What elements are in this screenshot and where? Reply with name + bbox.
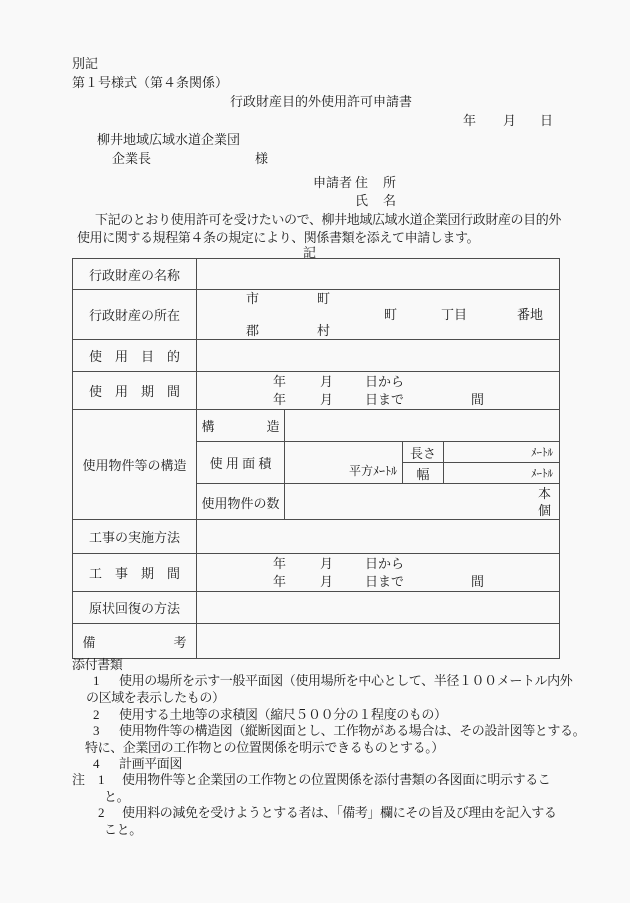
town-suffix-label: 町 [317,290,331,306]
county-suffix-label: 郡 [246,322,260,338]
note-item-2-text: 使用料の減免を受けようとする者は、「備考」欄にその旨及び理由を記入する [122,805,557,820]
applicant-name-char2: 名 [383,193,397,208]
location-line-city [197,291,559,307]
use-period-value-cell [197,372,559,409]
remarks-value-cell [197,624,559,658]
location-line-county [197,323,559,339]
applicant-name-char1: 氏 [355,193,369,208]
date-line [463,113,553,128]
length-meter-unit-label: ﾒｰﾄﾙ [531,447,553,459]
restoration-label: 原状回復の方法 [73,592,197,623]
attachment-item-2-text: 使用する土地等の求積図（縮尺５００分の１程度のもの） [119,707,447,722]
row-use-period [73,371,559,409]
duration-label: 間 [471,391,485,407]
note-item-1-number: 1 [98,772,105,787]
attachment-item-4-text: 計画平面図 [119,756,183,771]
property-name-label: 行政財産の名称 [73,259,197,289]
note-item-2-continuation: こと。 [104,822,142,837]
note-item-1-text: 使用物件等と企業団の工作物との位置関係を添付書類の各図面に明示するこ [122,772,551,787]
structure-label: 使用物件等の構造 [73,410,197,519]
note-item-1 [72,772,550,787]
note-item-1-continuation: と。 [104,789,130,804]
row-structure [73,409,559,519]
width-label: 幅 [403,463,444,483]
day-to-label: 日まで [365,391,405,407]
year-label: 年 [273,391,287,407]
construction-period-value-cell [197,554,559,591]
subrow-kozo [197,410,559,441]
construction-method-label: 工事の実施方法 [73,520,197,553]
property-location-label: 行政財産の所在 [73,290,197,339]
attachment-item-4-number: 4 [93,756,100,771]
attachment-item-1-continuation: の区域を表示したもの） [86,690,225,705]
day-to-label: 日まで [365,573,405,589]
town-label: 町 [384,306,398,322]
year-label: 年 [273,555,287,571]
attachment-item-1-number: 1 [93,673,100,688]
row-remarks [73,623,559,658]
month-label: 月 [320,391,334,407]
annex-label: 別記 [72,56,99,71]
date-year-label: 年 [463,113,477,128]
subrow-area [197,441,559,483]
month-label: 月 [320,373,334,389]
width-row [403,462,559,483]
row-construction-period [73,553,559,591]
form-number: 第１号様式（第４条関係） [72,75,229,90]
construction-period-to-line [197,573,559,591]
list-heading: 記 [303,245,317,260]
row-construction-method [73,519,559,553]
count-label: 使用物件の数 [197,484,285,520]
duration-label: 間 [471,573,485,589]
construction-method-value-cell [197,520,559,553]
month-label: 月 [320,555,334,571]
subrow-count [197,483,559,520]
form-title: 行政財産目的外使用許可申請書 [230,94,413,109]
attachment-item-3 [93,723,585,738]
length-row [403,442,559,462]
village-suffix-label: 村 [317,322,331,338]
construction-period-label: 工 事 期 間 [73,554,197,591]
unit-ko-label: 個 [537,503,551,518]
attachment-item-4 [93,756,182,771]
day-from-label: 日から [365,555,405,571]
use-period-to-line [197,391,559,409]
day-from-label: 日から [365,373,405,389]
area-label: 使 用 面 積 [197,442,285,483]
applicant-address-char1: 住 [355,175,369,190]
year-label: 年 [273,373,287,389]
date-month-label: 月 [503,113,517,128]
row-restoration [73,591,559,623]
attachment-item-2 [93,707,447,722]
kozo-value-cell [285,410,559,441]
applicant-label: 申請者 [313,175,353,190]
length-label: 長さ [403,442,444,462]
width-meter-unit-label: ﾒｰﾄﾙ [531,468,553,480]
applicant-line [313,175,396,190]
organization-name: 柳井地域広域水道企業団 [97,132,241,147]
square-meter-unit-label: 平方ﾒｰﾄﾙ [285,442,403,483]
applicant-address-char2: 所 [383,175,397,190]
row-property-location [73,289,559,339]
use-period-from-line [197,373,559,391]
city-suffix-label: 市 [246,290,260,306]
month-label: 月 [320,573,334,589]
attachment-item-1 [93,673,572,688]
attachment-item-3-text: 使用物件等の構造図（縦断図面とし、工作物がある場合は、その設計図等とする。 [119,723,586,738]
use-period-label: 使 用 期 間 [73,372,197,409]
year-label: 年 [273,573,287,589]
structure-value-cell [197,410,559,519]
unit-hon-label: 本 [537,486,551,501]
dimension-subtable [403,442,559,483]
note-item-2-number: 2 [98,805,105,820]
applicant-name-line [355,193,396,208]
application-table [72,258,560,659]
honorific-label: 様 [255,151,269,166]
restoration-value-cell [197,592,559,623]
body-paragraph-line2: 使用に関する規程第４条の規定により、関係書類を添えて申請します。 [77,230,480,245]
property-location-value-cell [197,290,559,339]
kozo-label: 構 造 [197,410,285,441]
use-purpose-value-cell [197,340,559,371]
body-paragraph-line1: 下記のとおり使用許可を受けたいので、柳井地域広域水道企業団行政財産の目的外 [95,212,561,227]
note-item-2 [98,805,557,820]
use-purpose-label: 使 用 目 的 [73,340,197,371]
attachment-item-2-number: 2 [93,707,100,722]
property-name-value-cell [197,259,559,289]
row-property-name [73,259,559,289]
remarks-label: 備 考 [73,624,197,658]
row-use-purpose [73,339,559,371]
construction-period-from-line [197,555,559,573]
location-line-address [197,307,559,323]
count-value-cell [285,484,559,520]
chome-label: 丁目 [441,306,468,322]
banchi-label: 番地 [517,306,544,322]
attachment-item-3-continuation: 特に、企業団の工作物との位置関係を明示できるものとする。） [85,740,444,755]
date-day-label: 日 [540,113,554,128]
notes-heading: 注 [72,772,86,787]
attachments-heading: 添付書類 [72,657,123,672]
attachment-item-3-number: 3 [93,723,100,738]
addressee-title: 企業長 [112,151,152,166]
attachment-item-1-text: 使用の場所を示す一般平面図（使用場所を中心として、半径１００メートル内外 [119,673,573,688]
